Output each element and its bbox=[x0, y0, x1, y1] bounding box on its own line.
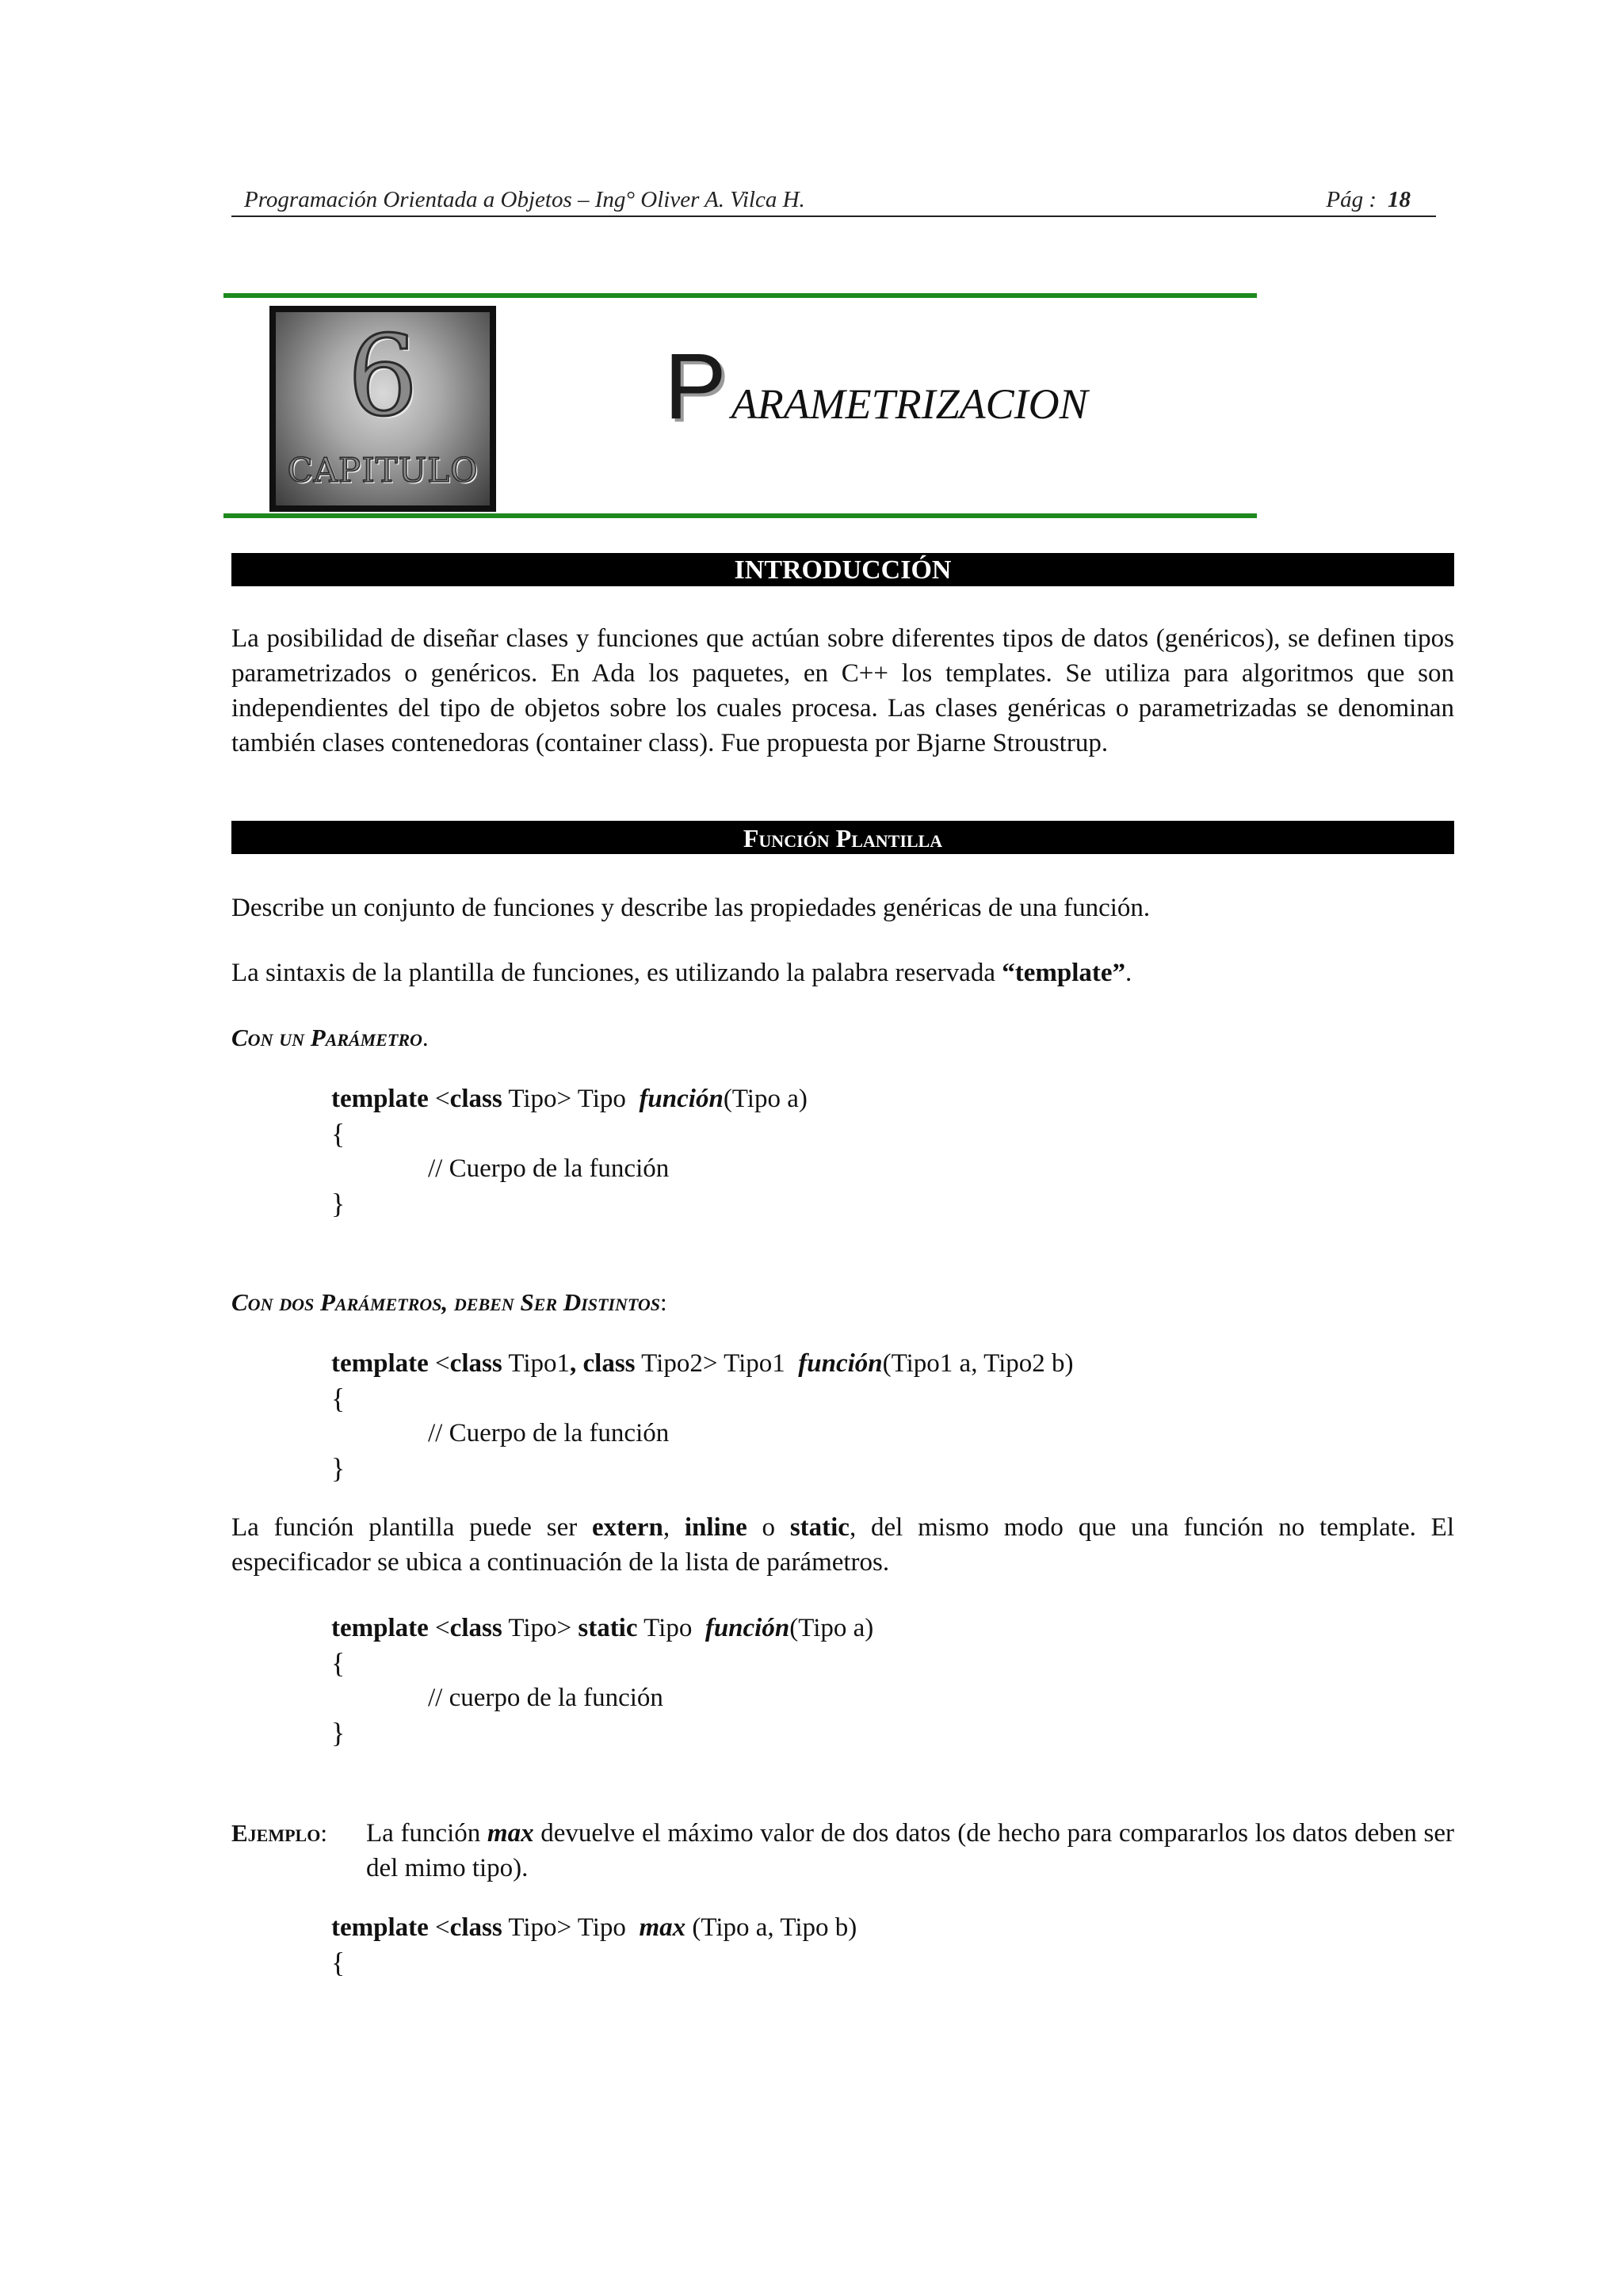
code-line-template-2 bbox=[331, 1347, 1074, 1380]
code-close-brace: } bbox=[331, 1452, 346, 1484]
syntax-period: . bbox=[1125, 959, 1132, 987]
example-text: La función bbox=[366, 1819, 487, 1848]
subheading-two-params bbox=[231, 1288, 667, 1317]
code-function-name: función bbox=[705, 1614, 790, 1642]
code-text: Tipo> bbox=[502, 1614, 579, 1642]
syntax-paragraph bbox=[231, 955, 1454, 990]
specifier-paragraph bbox=[231, 1510, 1454, 1580]
code-args: (Tipo1 a, Tipo2 b) bbox=[882, 1349, 1074, 1378]
page-indicator bbox=[1326, 187, 1411, 213]
example-label-text: Ejemplo bbox=[231, 1819, 321, 1847]
specifier-text: La función plantilla puede ser bbox=[231, 1513, 593, 1542]
code-text-2: Tipo bbox=[637, 1614, 705, 1642]
example-keyword: max bbox=[487, 1819, 534, 1848]
code-args: (Tipo a, Tipo b) bbox=[685, 1913, 857, 1942]
intro-paragraph: La posibilidad de diseñar clases y funciones que actúan sobre diferentes tipos de datos (genéricos), se definen tipos parametrizados o genéricos. En Ada los paquetes, en C++ los templates. Se utiliza para algoritmos que son independientes del tipo de objetos sobre los cuales procesa. Las clases genéricas o parametrizadas se denominan también clases contenedoras (container class). Fue propuesta por Bjarne Stroustrup. bbox=[231, 624, 1454, 757]
kw-class: class bbox=[449, 1349, 502, 1378]
kw-static: static bbox=[578, 1614, 638, 1642]
example-colon: : bbox=[320, 1819, 327, 1847]
syntax-keyword: “template” bbox=[1002, 959, 1126, 987]
subheading-one-param bbox=[231, 1024, 429, 1052]
header-title: Programación Orientada a Objetos – Ing° Oliver A. Vilca H. bbox=[244, 187, 805, 212]
kw-class: class bbox=[449, 1913, 502, 1942]
code-text-2: Tipo2> Tipo1 bbox=[635, 1349, 799, 1378]
code-args: (Tipo a) bbox=[723, 1085, 808, 1113]
code-comment: // Cuerpo de la función bbox=[428, 1419, 670, 1447]
section-bar-intro bbox=[231, 553, 1454, 586]
specifier-text-end: , del mismo modo que una función no template. El especificador se ubica a continuación de la lista de parámetros. bbox=[231, 1513, 1454, 1577]
code-open-brace: { bbox=[331, 1647, 346, 1679]
section-heading-template-function: Función Plantilla bbox=[743, 824, 943, 852]
code-lt: < bbox=[435, 1349, 450, 1378]
section-bar-template-function bbox=[231, 821, 1454, 854]
kw-class-2: class bbox=[582, 1349, 636, 1378]
chapter-badge bbox=[269, 306, 496, 512]
conj-o: o bbox=[762, 1513, 776, 1542]
code-lt: < bbox=[435, 1614, 450, 1642]
section-heading-intro: INTRODUCCIÓN bbox=[734, 555, 952, 585]
describe-paragraph: Describe un conjunto de funciones y describe las propiedades genéricas de una función. bbox=[231, 894, 1151, 922]
code-function-name: max bbox=[639, 1913, 686, 1942]
code-lt: < bbox=[435, 1913, 450, 1942]
subheading-two-params-text: Con dos Parámetros, deben Ser Distintos bbox=[231, 1288, 661, 1316]
running-header bbox=[231, 184, 1436, 217]
kw-static: static bbox=[789, 1513, 850, 1542]
code-text: Tipo> Tipo bbox=[502, 1913, 640, 1942]
example-text-end: devuelve el máximo valor de dos datos (de hecho para compararlos los datos deben ser del mimo tipo). bbox=[366, 1819, 1454, 1882]
chapter-title-rest: ARAMETRIZACION bbox=[731, 380, 1088, 428]
code-function-name: función bbox=[639, 1085, 724, 1113]
subheading-one-param-text: Con un Parámetro bbox=[231, 1024, 422, 1051]
page-label: Pág : bbox=[1326, 187, 1377, 212]
chapter-title-initial: P bbox=[664, 334, 727, 439]
kw-extern: extern bbox=[592, 1513, 663, 1542]
code-open-brace: { bbox=[331, 1947, 346, 1978]
chapter-number: 6 bbox=[347, 312, 418, 441]
kw-inline: inline bbox=[684, 1513, 747, 1542]
example-label bbox=[231, 1816, 327, 1851]
code-line-template-3 bbox=[331, 1611, 873, 1645]
chapter-badge-panel bbox=[276, 312, 490, 505]
comma: , bbox=[663, 1513, 670, 1542]
chapter-top-rule bbox=[223, 293, 1257, 298]
code-lt: < bbox=[435, 1085, 450, 1113]
code-open-brace: { bbox=[331, 1118, 346, 1150]
code-open-brace: { bbox=[331, 1383, 346, 1414]
chapter-label: CAPITULO bbox=[287, 451, 479, 490]
code-line-template-4 bbox=[331, 1911, 857, 1944]
page-number: 18 bbox=[1388, 187, 1411, 212]
kw-template: template bbox=[331, 1913, 429, 1942]
syntax-text: La sintaxis de la plantilla de funciones, es utilizando la palabra reservada bbox=[231, 959, 1002, 987]
code-args: (Tipo a) bbox=[789, 1614, 874, 1642]
code-text: Tipo> Tipo bbox=[502, 1085, 640, 1113]
subheading-one-param-end: . bbox=[422, 1024, 429, 1051]
code-function-name: función bbox=[798, 1349, 883, 1378]
kw-class: class bbox=[449, 1614, 502, 1642]
kw-template: template bbox=[331, 1085, 429, 1113]
code-text: Tipo1 bbox=[502, 1349, 570, 1378]
chapter-title bbox=[664, 334, 1088, 439]
kw-template: template bbox=[331, 1614, 429, 1642]
code-comment: // Cuerpo de la función bbox=[428, 1154, 670, 1183]
code-comment: // cuerpo de la función bbox=[428, 1684, 663, 1712]
kw-template: template bbox=[331, 1349, 429, 1378]
code-close-brace: } bbox=[331, 1188, 346, 1219]
example-paragraph bbox=[366, 1816, 1454, 1886]
code-line-template-1 bbox=[331, 1082, 808, 1116]
code-comma: , bbox=[570, 1349, 583, 1378]
kw-class: class bbox=[449, 1085, 502, 1113]
chapter-bottom-rule bbox=[223, 513, 1257, 518]
subheading-two-params-end: : bbox=[660, 1288, 667, 1316]
code-close-brace: } bbox=[331, 1717, 346, 1749]
